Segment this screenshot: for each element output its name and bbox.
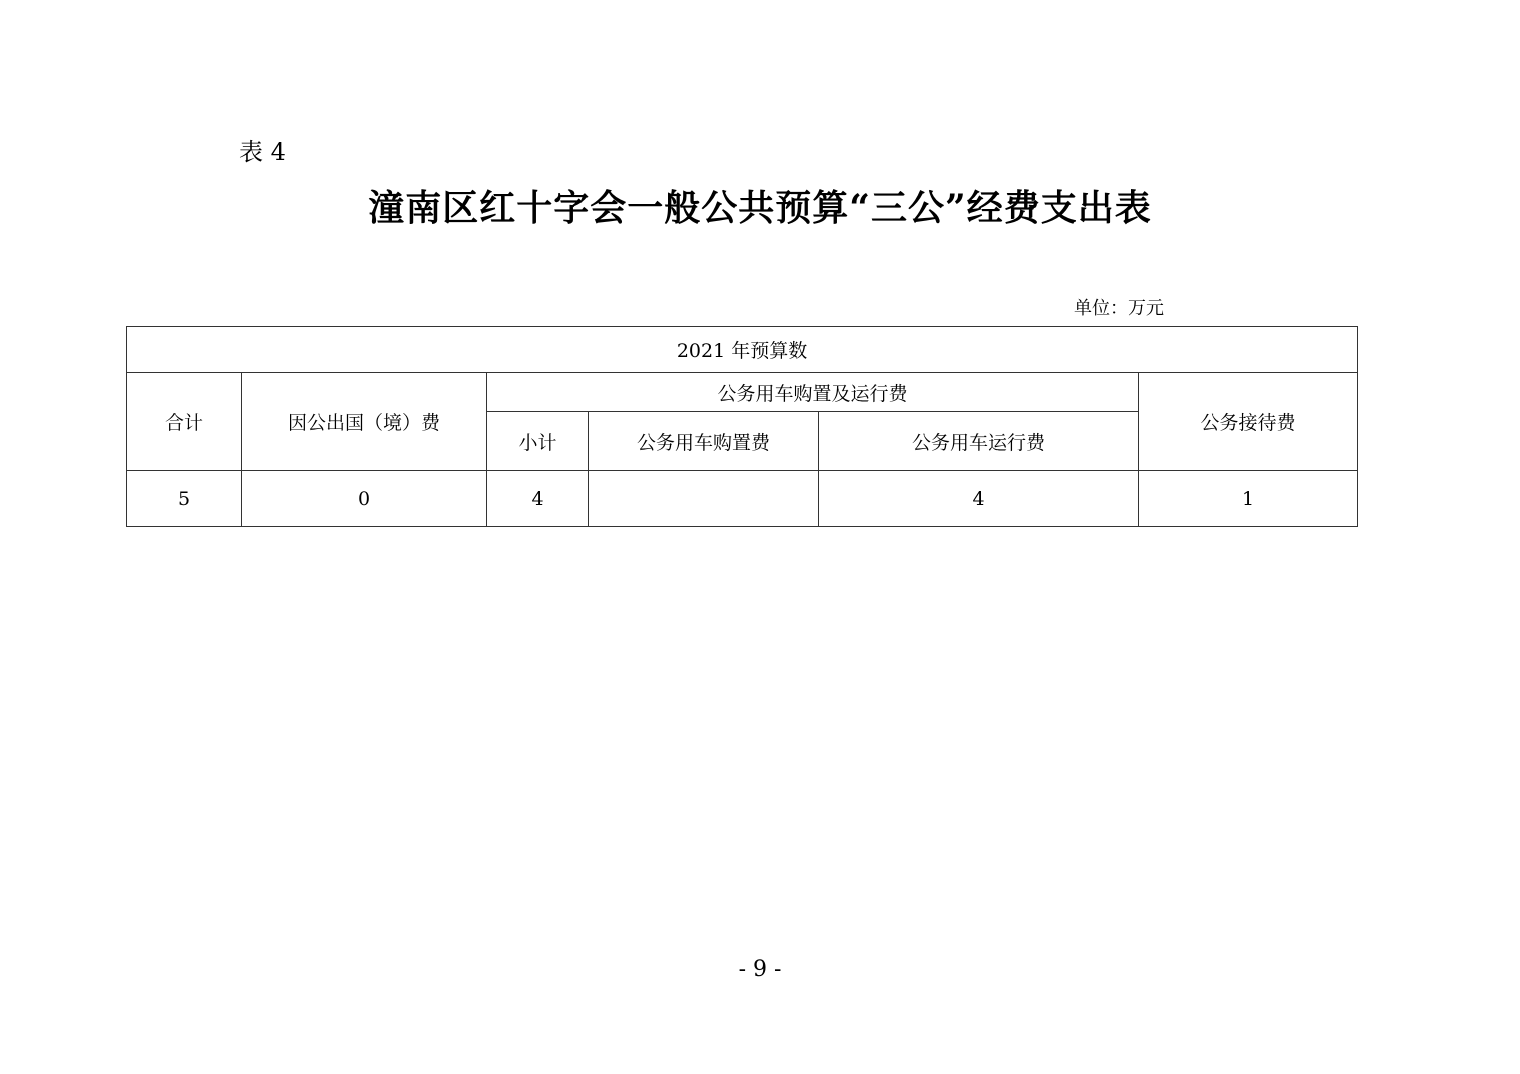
page-number: - 9 - <box>738 957 782 982</box>
table-header-row-group <box>127 373 1358 412</box>
col-header-total: 合计 <box>127 373 242 471</box>
col-header-overseas: 因公出国（境）费 <box>242 373 487 471</box>
table-label: 表 4 <box>239 138 286 166</box>
col-header-vehicle-subtotal: 小计 <box>487 412 589 471</box>
cell-total: 5 <box>127 471 242 527</box>
cell-vehicle-operation: 4 <box>819 471 1139 527</box>
budget-table <box>126 326 1358 527</box>
table-row <box>127 471 1358 527</box>
cell-overseas: 0 <box>242 471 487 527</box>
page-title: 潼南区红十字会一般公共预算“三公”经费支出表 <box>368 187 1152 229</box>
col-header-vehicle-operation: 公务用车运行费 <box>819 412 1139 471</box>
cell-reception: 1 <box>1139 471 1358 527</box>
col-header-vehicle-group: 公务用车购置及运行费 <box>487 373 1139 412</box>
col-header-vehicle-purchase: 公务用车购置费 <box>589 412 819 471</box>
unit-note: 单位：万元 <box>1074 298 1164 319</box>
cell-vehicle-purchase <box>589 471 819 527</box>
col-header-reception: 公务接待费 <box>1139 373 1358 471</box>
table-header-row-year <box>127 327 1358 373</box>
year-header: 2021 年预算数 <box>127 327 1358 373</box>
cell-vehicle-subtotal: 4 <box>487 471 589 527</box>
